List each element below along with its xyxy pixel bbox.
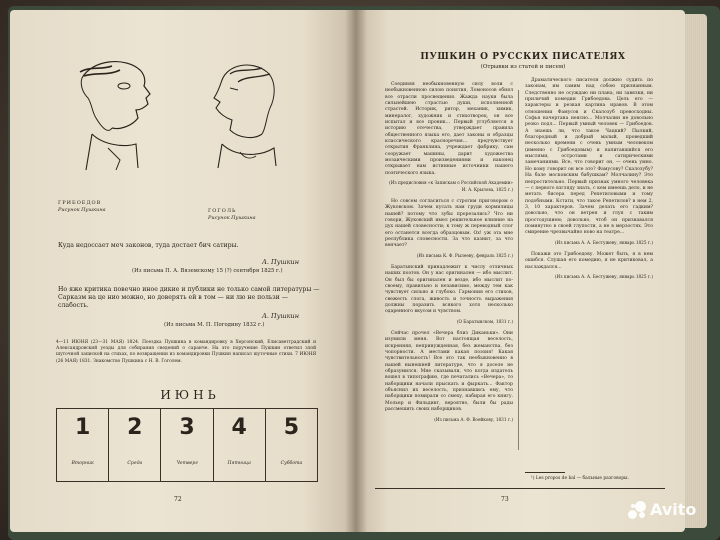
avito-watermark-text: Avito (650, 500, 697, 519)
avito-logo-icon (628, 501, 646, 519)
paragraph-source: (Из письма К. Ф. Рылееву, февраль 1825 г.) (416, 252, 513, 258)
calendar-day-number: 4 (231, 415, 247, 440)
quote-2-signature: А. Пушкин (262, 312, 300, 320)
paragraph: Драматического писателя должно судить по законам, им самим над собою признанным. Следственно не осуждаю ни плана, ни завязки, ни приличий комедии Грибоедова. Цель его — характеры и резкая картина нравов. В этом отношении Фамусов и Скалозуб превосходны. Софья начертана неясно... Молчалин не довольно резко подл... Первый умный человек — Грибоедов. А знаешь ли, что такое Чацкий? Пылкий, благородный и добрый малый, проведший несколько времени с очень умным человеком (именно с Грибоедовым) и напитавшийся его мыслями, остротами и сатирическими замечаниями. Все, что говорит он, — очень умно. Но кому говорит он все это? Фамусову? Скалозубу? На бале московским бабушкам? Молчалину? Это непростительно. Первый признак умного человека — с первого взгляду знать, с кем имеешь дело, и не метать бисера перед Репетиловыми и тому подобными. Кстати, что такое Репетилов? в нем 2, 3, 10 характеров. Зачем делать его гадким? довольно, что он ветрен и глуп с таким простодушием; довольно, чтоб он признавался поминутно в своей глупости, а не в мерзостях. Это смирение чрезвычайно ново на театре... (525, 78, 653, 236)
left-page (10, 10, 355, 532)
page-edges (685, 14, 707, 528)
text-column-1 (385, 82, 513, 429)
footnote: ¹) Les propos de bal — бальные разговоры. (531, 476, 629, 481)
calendar-strip (56, 408, 318, 482)
right-page (355, 10, 685, 532)
month-title: ИЮНЬ (160, 388, 220, 402)
sketch-caption-griboedov (58, 200, 106, 214)
caption-sub: Рисунок Пушкина (58, 207, 106, 213)
calendar-day-name: Среда (127, 461, 143, 466)
calendar-day-number: 5 (283, 415, 300, 440)
quote-2-source: (Из письма М. П. Погодину 1832 г.) (164, 322, 265, 328)
sketch-caption-gogol (208, 208, 256, 222)
calendar-day-name: Пятница (227, 461, 251, 466)
caption-sub: Рисунок Пушкина (208, 215, 256, 221)
paragraph-source: (Из письма А. А. Бестужеву, январь 1825 г.) (554, 239, 653, 245)
quote-1: Куда недоссает меч законов, туда достает бич сатиры. (58, 242, 239, 249)
text-column-2 (525, 78, 653, 286)
paragraph: Но совсем согласиться с строгим приговором о Жуковском. Зачем кусать нам груди кормилицы нашей? потому что зубы прорезались? Что ни говори, Жуковский имел решительное влияние на дух нашей словесности; к тому ж переводный слог его останется всегда образцовым. Ох! уж эта мне республика словесности. За что казнит, за что венчает? (385, 198, 513, 249)
quote-2: Но яже критика повечно иное дикие и публики не только самой литературы — Сарказм на це нио можно, но доверять ей в том — ни лю не пользи — слабость. (58, 286, 320, 309)
calendar-day (56, 409, 108, 481)
paragraph-source: (Из предисловия «к Запискам о Российской Академии» И. А. Крылова, 1825 г.) (389, 180, 513, 192)
calendar-day (213, 409, 265, 481)
quote-1-signature: А. Пушкин (262, 258, 300, 266)
calendar-day (160, 409, 212, 481)
column-separator (518, 90, 519, 450)
calendar-day (265, 409, 318, 481)
paragraph-source: (Из письма А. Ф. Воейкову, 1831 г.) (434, 416, 513, 422)
page-number-left: 72 (174, 496, 182, 503)
calendar-day-name: Вторник (71, 461, 94, 466)
book-spine-shadow (345, 10, 367, 532)
footnote-rule (525, 472, 565, 473)
paragraph-source: (Из письма А. А. Бестужеву, январь 1825 г.) (554, 273, 653, 279)
page-bottom-rule (375, 488, 665, 489)
article-subtitle: (Отрывки из статей и писем) (480, 64, 566, 70)
caption-name: ГОГОЛЬ (208, 208, 237, 214)
quote-1-source: (Из письма П. А. Вяземскому 15 (?) сентября 1825 г.) (132, 268, 283, 274)
calendar-day (108, 409, 160, 481)
paragraph: Покажи это Грибоедову. Может быть, я в нем ошибся. Слушая его комедию, я не критиковал, а наслаждался... (525, 251, 653, 270)
page-number-right: 73 (501, 496, 509, 503)
avito-watermark (628, 500, 696, 519)
calendar-day-number: 1 (74, 415, 91, 440)
calendar-day-number: 2 (127, 415, 143, 440)
calendar-day-name: Суббота (280, 461, 303, 466)
calendar-day-name: Четверг (176, 461, 198, 466)
paragraph-source: (О Баратынском, 1831 г.) (456, 318, 513, 324)
calendar-day-number: 3 (179, 415, 195, 440)
pushkin-sketches (62, 48, 302, 198)
paragraph: Баратынский принадлежит к числу отличных наших поэтов. Он у нас оригинален — ибо мыслит. Он был бы оригинален и везде, ибо мыслит по-своему, правильно и независимо, между тем как чувствует сильно и глубоко. Гармония его стихов, свежесть слога, живость и точность выражения должны поразить всякого хотя несколько одаренного вкусом и чувством. (385, 264, 513, 315)
caption-name: ГРИБОЕДОВ (58, 200, 102, 206)
calendar-notes: 4—11 ИЮНЯ (23—31 МАЯ) 1824. Поездка Пушкина в командировку в Херсонский, Елисаветградский и Александровский уезды для собирания сведений о саранче. На это поручение Пушкин ответил злой шуточной запиской на стихах, по возвращении из командировки Пушкин написал шуточные стихи. 7 ИЮНЯ (26 МАЯ) 1831. Знакомство Пушкина с Н. В. Гоголем. (56, 340, 316, 364)
paragraph: Соединяя необыкновенную силу воли с необыкновенною силою понятия, Ломоносов обнял все отрасли просвещения. Жажда науки была сильнейшею страстью души, исполненной страстей. Историк, ритор, механик, химик, минералог, художник и стихотворец, он все испытал и все проник... Первый углубляется в историю отечества, утверждает правила общественного языка его, дает законы и образцы классического красноречия... предчувствует открытия Франклина, учреждает фабрику, сам сооружает машины, дарит художества мозаическими произведениями и наконец открывает нам истинные источники нашего поэтического языка. (385, 82, 513, 176)
article-title: ПУШКИН О РУССКИХ ПИСАТЕЛЯХ (420, 52, 626, 62)
paragraph: Сейчас прочел «Вечера близ Диканьки». Они изумили меня. Вот настоящая веселость, искренняя, непринужденная, без жеманства, без чопорности. А местами какая поэзия! Какая чувствительность! Все это так необыкновенно в нашей нынешней литературе, что я доселе не образумился. Мне сказывали, что когда издатель вошел в типографию, где печатались «Вечера», то наборщики начали прыскать и фыркать... Фактор объяснил их веселость, признавшись ему, что наборщики помирали со смеху, набирая его книгу. Мольер и Фильдинг, вероятно, были бы рады рассмешить своих наборщиков. (385, 331, 513, 413)
